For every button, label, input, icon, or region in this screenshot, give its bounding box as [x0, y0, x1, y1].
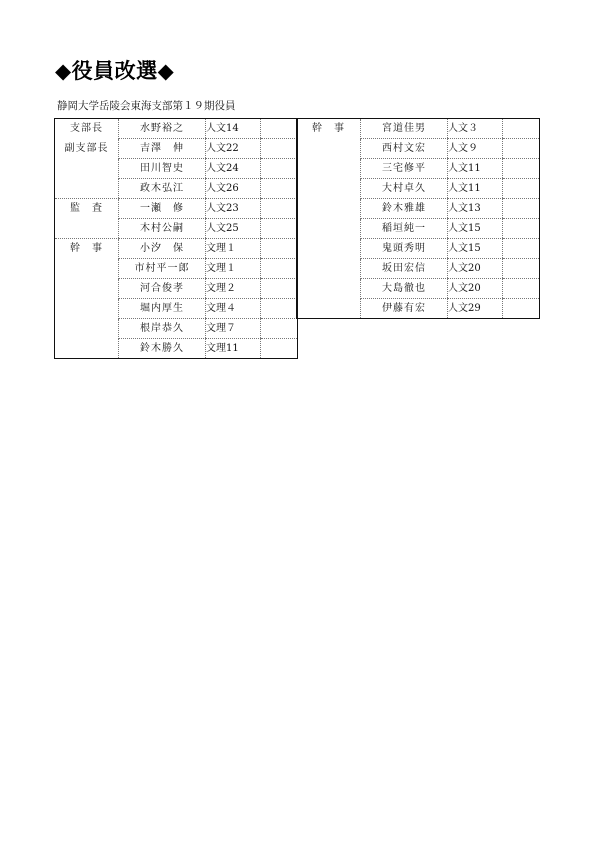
blank-cell — [261, 119, 298, 139]
name-cell: 大村卓久 — [361, 179, 448, 199]
blank-cell — [261, 279, 298, 299]
blank-cell — [503, 259, 540, 279]
blank-cell — [503, 139, 540, 159]
role-cell — [55, 299, 119, 319]
table-row — [297, 239, 540, 259]
table-row — [55, 279, 298, 299]
affiliation-cell: 人文26 — [206, 179, 261, 199]
name-cell: 市村平一郎 — [119, 259, 206, 279]
affiliation-cell: 文理４ — [206, 299, 261, 319]
affiliation-cell: 人文13 — [448, 199, 503, 219]
officer-table-left — [54, 118, 298, 359]
role-cell — [55, 259, 119, 279]
name-cell: 宮道佳男 — [361, 119, 448, 139]
affiliation-cell: 文理１ — [206, 239, 261, 259]
affiliation-cell: 文理２ — [206, 279, 261, 299]
affiliation-cell: 人文22 — [206, 139, 261, 159]
name-cell: 水野裕之 — [119, 119, 206, 139]
affiliation-cell: 人文24 — [206, 159, 261, 179]
name-cell: 小汐 保 — [119, 239, 206, 259]
role-cell — [297, 299, 361, 319]
blank-cell — [503, 119, 540, 139]
blank-cell — [261, 299, 298, 319]
role-cell — [297, 279, 361, 299]
affiliation-cell: 人文20 — [448, 259, 503, 279]
affiliation-cell: 文理７ — [206, 319, 261, 339]
affiliation-cell: 人文９ — [448, 139, 503, 159]
name-cell: 根岸恭久 — [119, 319, 206, 339]
table-row — [297, 199, 540, 219]
affiliation-cell: 文理１ — [206, 259, 261, 279]
table-row — [55, 159, 298, 179]
role-cell — [55, 239, 119, 259]
role-label: 幹 事 — [70, 243, 103, 254]
blank-cell — [503, 199, 540, 219]
blank-cell — [261, 259, 298, 279]
role-label: 幹 事 — [312, 123, 345, 134]
table-row — [297, 159, 540, 179]
role-cell — [55, 139, 119, 159]
name-cell: 堀内厚生 — [119, 299, 206, 319]
role-label: 監 査 — [70, 203, 103, 214]
role-cell — [297, 139, 361, 159]
blank-cell — [261, 179, 298, 199]
blank-cell — [261, 219, 298, 239]
affiliation-cell: 人文11 — [448, 159, 503, 179]
name-cell: 河合俊孝 — [119, 279, 206, 299]
table-row — [297, 219, 540, 239]
name-cell: 大島徹也 — [361, 279, 448, 299]
name-cell: 木村公嗣 — [119, 219, 206, 239]
role-cell — [297, 259, 361, 279]
officer-table-right — [296, 118, 540, 319]
name-cell: 鈴木雅雄 — [361, 199, 448, 219]
role-cell — [297, 179, 361, 199]
blank-cell — [261, 339, 298, 359]
affiliation-cell: 文理11 — [206, 339, 261, 359]
table-row — [297, 139, 540, 159]
blank-cell — [261, 319, 298, 339]
affiliation-cell: 人文29 — [448, 299, 503, 319]
role-label: 副支部長 — [64, 142, 109, 154]
name-cell: 一瀬 修 — [119, 199, 206, 219]
table-row — [55, 319, 298, 339]
blank-cell — [503, 159, 540, 179]
role-cell — [55, 279, 119, 299]
role-cell — [55, 219, 119, 239]
table-row — [55, 259, 298, 279]
table-row — [55, 119, 298, 139]
role-cell — [55, 319, 119, 339]
name-cell: 吉澤 伸 — [119, 139, 206, 159]
table-row — [297, 279, 540, 299]
name-cell: 政木弘江 — [119, 179, 206, 199]
blank-cell — [503, 299, 540, 319]
affiliation-cell: 人文11 — [448, 179, 503, 199]
role-cell — [55, 179, 119, 199]
name-cell: 坂田宏信 — [361, 259, 448, 279]
name-cell: 鈴木勝久 — [119, 339, 206, 359]
role-cell — [297, 199, 361, 219]
blank-cell — [503, 239, 540, 259]
name-cell: 稲垣純一 — [361, 219, 448, 239]
affiliation-cell: 人文15 — [448, 239, 503, 259]
table-row — [297, 119, 540, 139]
blank-cell — [261, 239, 298, 259]
role-cell — [297, 159, 361, 179]
table-row — [297, 299, 540, 319]
table-row — [55, 139, 298, 159]
blank-cell — [261, 199, 298, 219]
blank-cell — [503, 279, 540, 299]
table-row — [297, 179, 540, 199]
role-cell — [297, 119, 361, 139]
roster-subtitle: 静岡大学岳陵会東海支部第１９期役員 — [57, 100, 236, 112]
blank-cell — [261, 159, 298, 179]
role-label: 支部長 — [70, 123, 103, 134]
role-cell — [55, 199, 119, 219]
table-row — [55, 199, 298, 219]
blank-cell — [503, 179, 540, 199]
name-cell: 田川智史 — [119, 159, 206, 179]
table-row — [55, 239, 298, 259]
blank-cell — [503, 219, 540, 239]
role-cell — [297, 219, 361, 239]
affiliation-cell: 人文25 — [206, 219, 261, 239]
role-cell — [55, 119, 119, 139]
table-row — [55, 219, 298, 239]
page-title: ◆役員改選◆ — [55, 59, 175, 83]
affiliation-cell: 人文15 — [448, 219, 503, 239]
table-row — [55, 339, 298, 359]
affiliation-cell: 人文23 — [206, 199, 261, 219]
affiliation-cell: 人文14 — [206, 119, 261, 139]
table-row — [297, 259, 540, 279]
blank-cell — [261, 139, 298, 159]
role-cell — [55, 339, 119, 359]
table-row — [55, 179, 298, 199]
name-cell: 西村文宏 — [361, 139, 448, 159]
name-cell: 鬼頭秀明 — [361, 239, 448, 259]
role-cell — [297, 239, 361, 259]
affiliation-cell: 人文３ — [448, 119, 503, 139]
role-cell — [55, 159, 119, 179]
name-cell: 三宅修平 — [361, 159, 448, 179]
name-cell: 伊藤有宏 — [361, 299, 448, 319]
affiliation-cell: 人文20 — [448, 279, 503, 299]
table-row — [55, 299, 298, 319]
